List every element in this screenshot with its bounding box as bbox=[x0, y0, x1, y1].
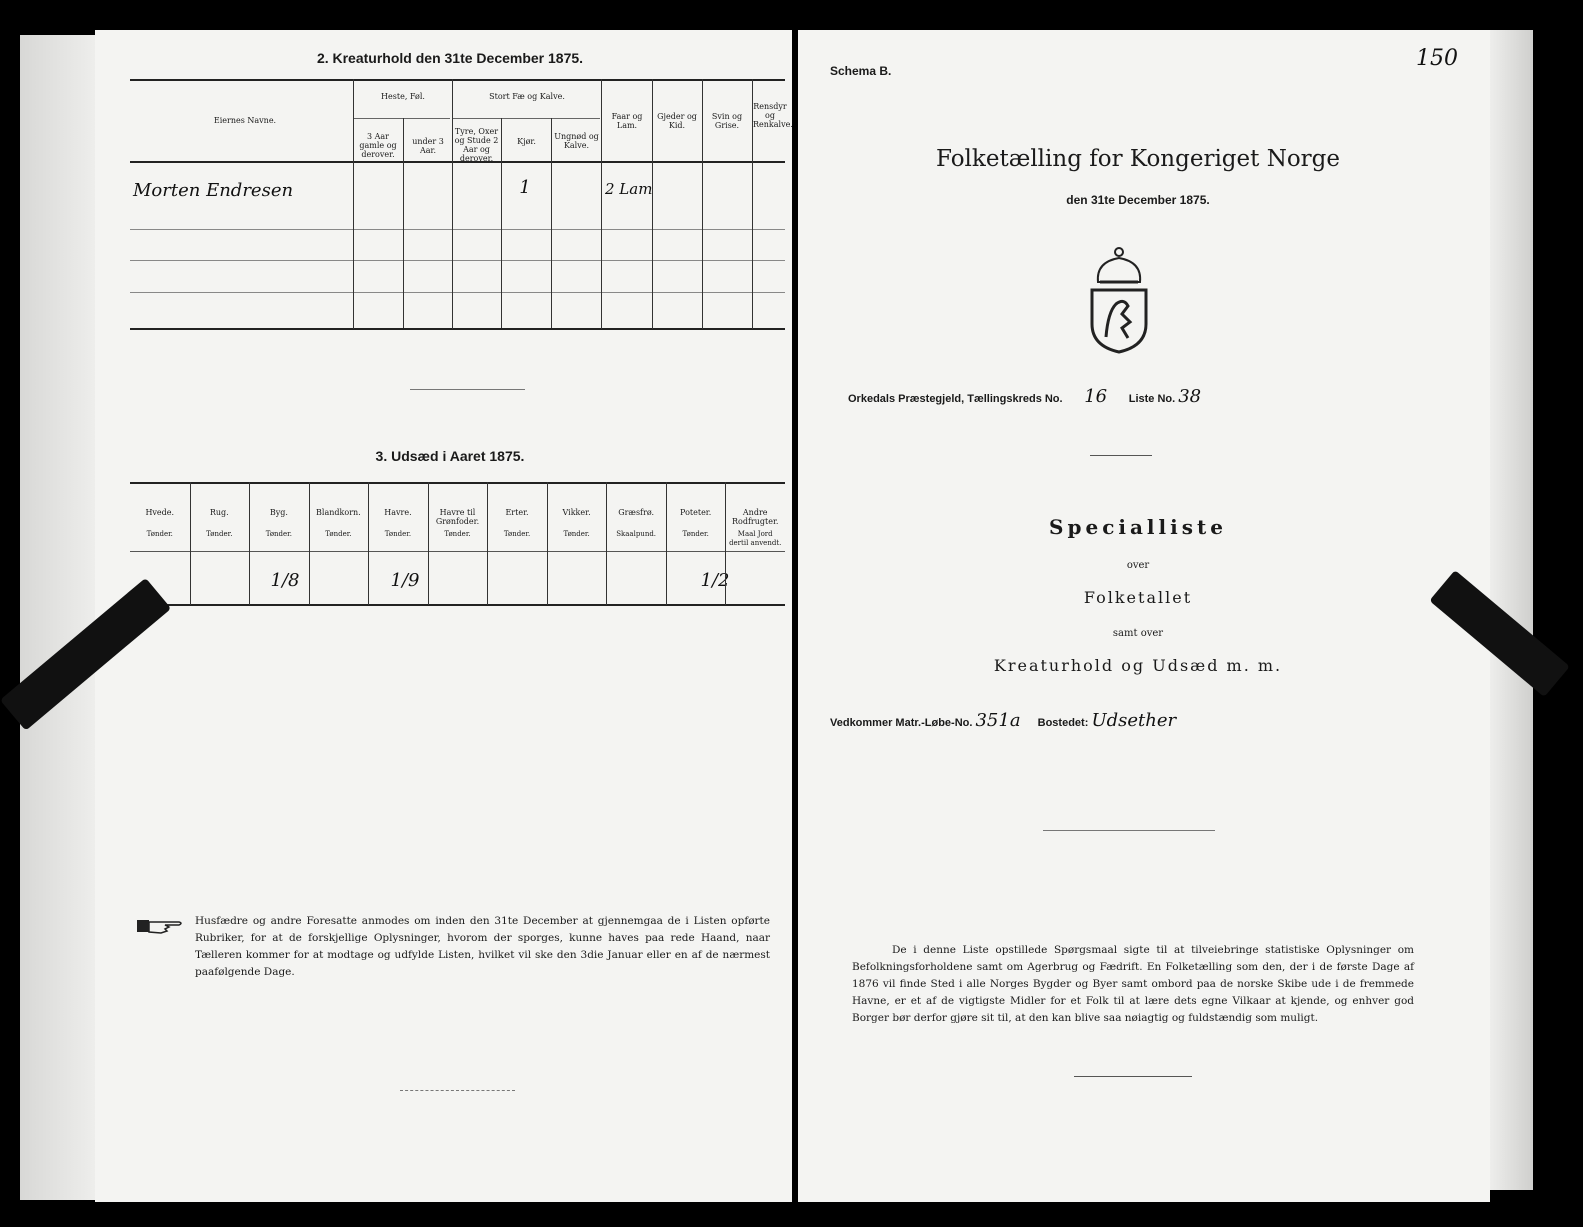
info-paragraph: De i denne Liste opstillede Spørgsmaal sigte til at tilveiebringe statistiske Oplysninger om Befolkningsforholdene samt om Agerbrug og Fædrift. En Folketælling som den, der i de første Dage af 1876 vil finde Sted i alle Norges Bygder og Byer samt ombord paa de norske Skibe ude i de fremmede Havne, er et af de vigtigste Midler for et Folk til at lære dets egne Vilkaar at kjende, og enhver god Borger bør derfor gjøre sit til, at den kan blive saa nøiagtig og fuldstændig som muligt. bbox=[852, 944, 1414, 1024]
matr-number: 351a bbox=[975, 710, 1021, 731]
census-date: den 31te December 1875. bbox=[1066, 193, 1210, 207]
section3-col-unit: Tønder. bbox=[682, 530, 709, 538]
header-rensdyr: Rensdyr og Renkalve. bbox=[753, 102, 793, 129]
left-page bbox=[95, 30, 792, 1202]
header-stort-b: Kjør. bbox=[517, 137, 536, 146]
header-heste: Heste, Føl. bbox=[381, 92, 425, 101]
district-line bbox=[848, 386, 1448, 407]
section3-col-header: Vikker. bbox=[562, 508, 591, 517]
section3-col-divider bbox=[249, 482, 250, 605]
section3-col-divider bbox=[368, 482, 369, 605]
section3-col-header: Andre Rodfrugter. bbox=[731, 508, 779, 526]
liste-number: 38 bbox=[1178, 386, 1202, 407]
section3-col-divider bbox=[547, 482, 548, 605]
section3-col-unit: Tønder. bbox=[384, 530, 412, 538]
section3-col-unit: Tønder. bbox=[146, 530, 173, 538]
poteter-value: 1/2 bbox=[700, 570, 730, 591]
matr-line bbox=[830, 710, 1450, 731]
section3-col-header: Havre til Grønfoder. bbox=[435, 508, 480, 526]
section3-col-unit: Tønder. bbox=[325, 530, 352, 538]
bosted-label: Bostedet: bbox=[1037, 717, 1089, 729]
section3-col-header: Blandkorn. bbox=[316, 508, 361, 517]
page-number: 150 bbox=[1416, 46, 1458, 71]
byg-value: 1/8 bbox=[270, 570, 300, 591]
notice-text: Husfædre og andre Foresatte anmodes om inden den 31te December at gjennemgaa de i Listen opførte Rubriker, for at de forskjellige Oplysninger, hvorom der sporges, kunne haves paa rede Haand, naar Tælleren kommer for at modtage og udfylde Listen, hvilket vil ske den 3die Januar eller en af de nærmest paafølgende Dage. bbox=[195, 915, 770, 978]
section3-col-header: Rug. bbox=[209, 508, 229, 517]
header-svin: Svin og Grise. bbox=[711, 112, 743, 130]
kreds-number: 16 bbox=[1084, 386, 1108, 407]
header-faar: Faar og Lam. bbox=[611, 112, 643, 130]
kjor-value-1: 1 bbox=[519, 177, 531, 198]
section3-col-unit: Tønder. bbox=[503, 530, 531, 538]
kreds-label: Tællingskreds No. bbox=[967, 393, 1063, 405]
folketallet-text: Folketallet bbox=[1083, 588, 1193, 607]
header-heste-a: 3 Aar gamle og derover. bbox=[359, 132, 397, 159]
section3-col-divider bbox=[309, 482, 310, 605]
liste-label: Liste No. bbox=[1128, 393, 1176, 405]
section3-col-unit: Skaalpund. bbox=[616, 530, 657, 538]
section3-col-header: Hvede. bbox=[145, 508, 175, 517]
parish-label: Orkedals Præstegjeld, bbox=[848, 393, 965, 405]
pointing-hand-icon bbox=[135, 916, 185, 936]
right-page bbox=[798, 30, 1490, 1202]
schema-label: Schema B. bbox=[830, 64, 892, 78]
header-owner: Eiernes Navne. bbox=[213, 116, 277, 125]
section3-col-unit: Maal Jord dertil anvendt. bbox=[729, 530, 782, 547]
matr-label: Vedkommer Matr.-Løbe-No. bbox=[830, 717, 973, 729]
faar-value-1: 2 Lam bbox=[605, 180, 653, 198]
coat-of-arms-icon bbox=[1088, 242, 1150, 354]
section3-col-divider bbox=[428, 482, 429, 605]
header-stort-a: Tyre, Oxer og Stude 2 Aar og derover. bbox=[454, 127, 499, 163]
section3-col-unit: Tønder. bbox=[563, 530, 590, 538]
owner-name-1: Morten Endresen bbox=[133, 180, 294, 201]
specialliste-heading: Specialliste bbox=[1049, 515, 1227, 539]
section3-col-divider bbox=[487, 482, 488, 605]
section3-col-divider bbox=[666, 482, 667, 605]
section3-col-header: Byg. bbox=[269, 508, 288, 517]
section3-title: 3. Udsæd i Aaret 1875. bbox=[375, 448, 525, 464]
over-text: over bbox=[1126, 560, 1150, 571]
header-stort: Stort Fæ og Kalve. bbox=[489, 92, 565, 101]
header-gjeder: Gjeder og Kid. bbox=[657, 112, 697, 130]
kreaturhold-text: Kreaturhold og Udsæd m. m. bbox=[993, 656, 1283, 675]
section3-col-divider bbox=[190, 482, 191, 605]
section3-col-header: Græsfrø. bbox=[618, 508, 655, 517]
section3-col-divider bbox=[725, 482, 726, 605]
left-page-stack bbox=[20, 35, 100, 1200]
header-heste-b: under 3 Aar. bbox=[412, 137, 444, 155]
main-heading: Folketælling for Kongeriget Norge bbox=[936, 146, 1340, 172]
samt-over-text: samt over bbox=[1112, 628, 1164, 639]
section3-col-header: Havre. bbox=[384, 508, 412, 517]
section3-col-header: Poteter. bbox=[680, 508, 712, 517]
section3-col-unit: Tønder. bbox=[206, 530, 233, 538]
section3-col-divider bbox=[606, 482, 607, 605]
header-stort-c: Ungnød og Kalve. bbox=[554, 132, 599, 150]
bosted-value: Udsether bbox=[1091, 710, 1177, 731]
section3-col-unit: Tønder. bbox=[444, 530, 471, 538]
section3-col-unit: Tønder. bbox=[265, 530, 292, 538]
section3-col-header: Erter. bbox=[505, 508, 529, 517]
havre-value: 1/9 bbox=[390, 570, 420, 591]
section2-title: 2. Kreaturhold den 31te December 1875. bbox=[316, 50, 584, 66]
